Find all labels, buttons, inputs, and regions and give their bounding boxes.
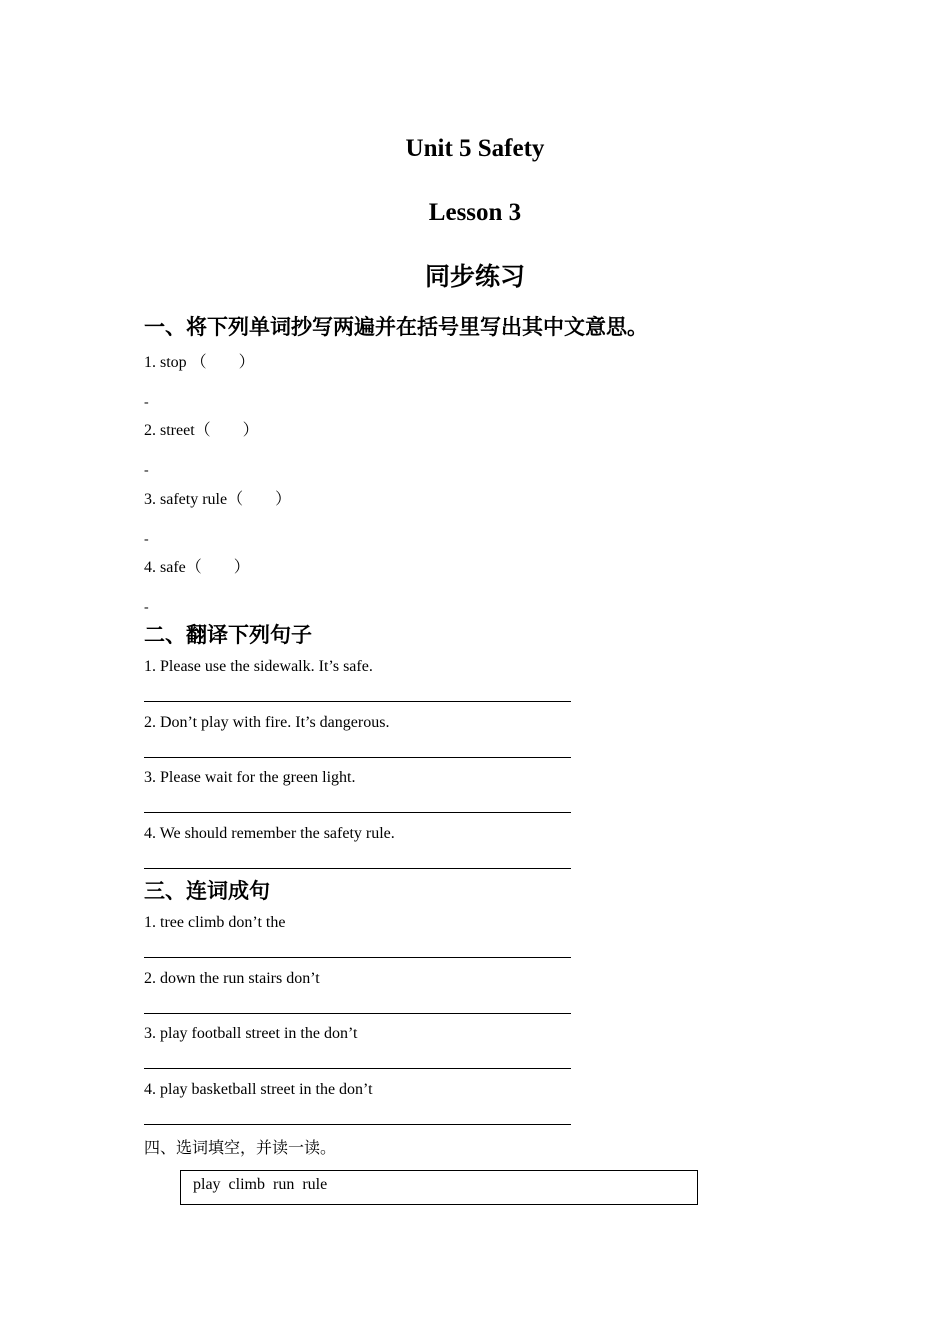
section2-item: 3. Please wait for the green light. xyxy=(144,769,356,786)
section1-item: 1. stop （ ） xyxy=(144,354,255,371)
section2-heading: 二、翻译下列句子 xyxy=(144,623,312,647)
lesson-title: Lesson 3 xyxy=(428,199,522,226)
section1-dash: - xyxy=(144,532,149,547)
section3-item: 3. play football street in the don’t xyxy=(144,1025,358,1042)
section2-item: 4. We should remember the safety rule. xyxy=(144,825,395,842)
word-bank-box xyxy=(180,1170,698,1205)
worksheet-subtitle: 同步练习 xyxy=(424,262,525,291)
section3-item: 2. down the run stairs don’t xyxy=(144,970,320,987)
section3-heading: 三、连词成句 xyxy=(144,879,270,903)
answer-line[interactable] xyxy=(144,757,571,758)
section2-item: 2. Don’t play with fire. It’s dangerous. xyxy=(144,714,390,731)
section2-item: 1. Please use the sidewalk. It’s safe. xyxy=(144,658,373,675)
answer-line[interactable] xyxy=(144,868,571,869)
answer-line[interactable] xyxy=(144,1013,571,1014)
word-bank: play climb run rule xyxy=(193,1176,328,1193)
section4-heading: 四、选词填空，并读一读。 xyxy=(144,1138,337,1157)
section3-item: 4. play basketball street in the don’t xyxy=(144,1081,373,1098)
answer-line[interactable] xyxy=(144,812,571,813)
answer-line[interactable] xyxy=(144,701,571,702)
section3-item: 1. tree climb don’t the xyxy=(144,914,286,931)
section1-item: 2. street（ ） xyxy=(144,422,259,439)
unit-title: Unit 5 Safety xyxy=(405,135,545,162)
section1-dash: - xyxy=(144,395,149,410)
answer-line[interactable] xyxy=(144,957,571,958)
section1-item: 3. safety rule（ ） xyxy=(144,491,292,508)
section1-heading: 一、将下列单词抄写两遍并在括号里写出其中文意思。 xyxy=(144,315,648,339)
answer-line[interactable] xyxy=(144,1124,571,1125)
section1-dash: - xyxy=(144,600,149,615)
section1-dash: - xyxy=(144,463,149,478)
answer-line[interactable] xyxy=(144,1068,571,1069)
section1-item: 4. safe（ ） xyxy=(144,559,250,576)
